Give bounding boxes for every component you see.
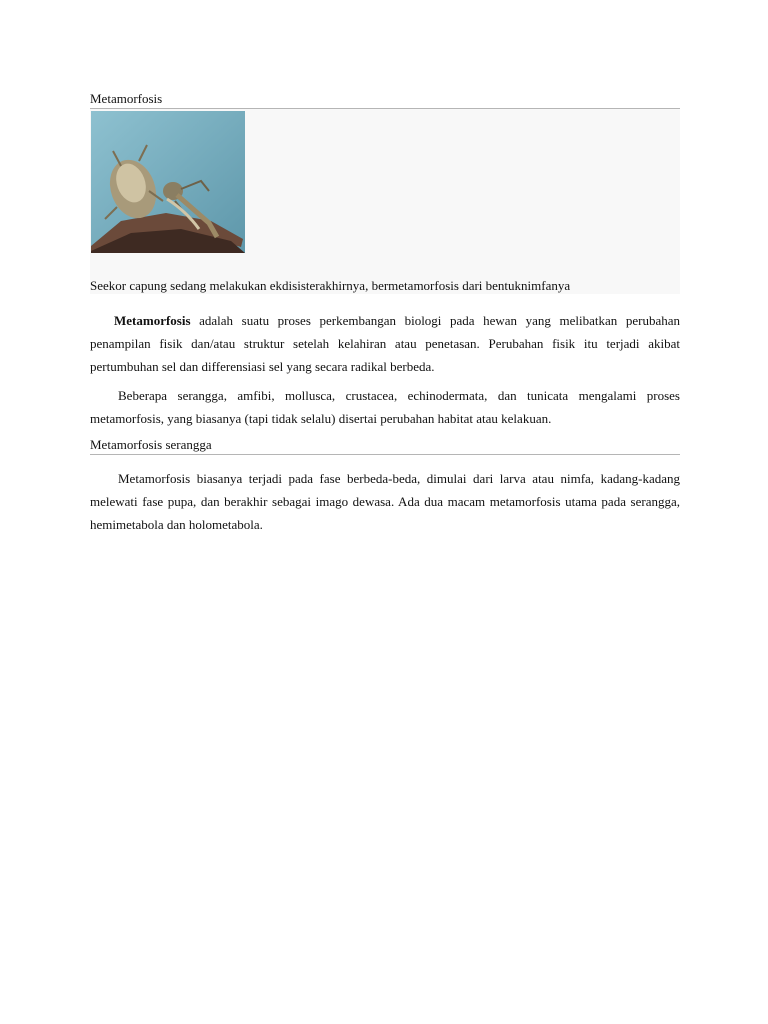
figure [90, 109, 680, 294]
paragraph-insect-metamorphosis: Metamorfosis biasanya terjadi pada fase berbeda-beda, dimulai dari larva atau nimfa, kadang-kadang melewati fase pupa, dan berakhir sebagai imago dewasa. Ada dua macam metamorfosis utama pada serangga, hemimetabola dan holometabola. [90, 471, 680, 532]
dragonfly-ecdysis-photo [91, 111, 245, 253]
section-heading-metamorfosis: Metamorfosis [90, 90, 680, 109]
paragraph-animals: Beberapa serangga, amfibi, mollusca, crustacea, echinodermata, dan tunicata mengalami proses metamorfosis, yang biasanya (tapi tidak selalu) disertai perubahan habitat atau kelakuan. [90, 388, 680, 426]
section-heading-metamorfosis-serangga: Metamorfosis serangga [90, 436, 680, 455]
document-content [90, 90, 680, 536]
definition-text: adalah suatu proses perkembangan biologi pada hewan yang melibatkan perubahan penampilan fisik dan/atau struktur setelah kelahiran atau penetasan. Perubahan fisik itu terjadi akibat pertumbuhan sel dan differensiasi sel yang secara radikal berbeda. [90, 313, 680, 374]
figure-caption: Seekor capung sedang melakukan ekdisisterakhirnya, bermetamorfosis dari bentuknimfanya [90, 278, 571, 293]
term-metamorfosis: Metamorfosis [114, 313, 191, 328]
paragraph-definition [90, 309, 680, 378]
dragonfly-photo-illustration [91, 111, 245, 253]
